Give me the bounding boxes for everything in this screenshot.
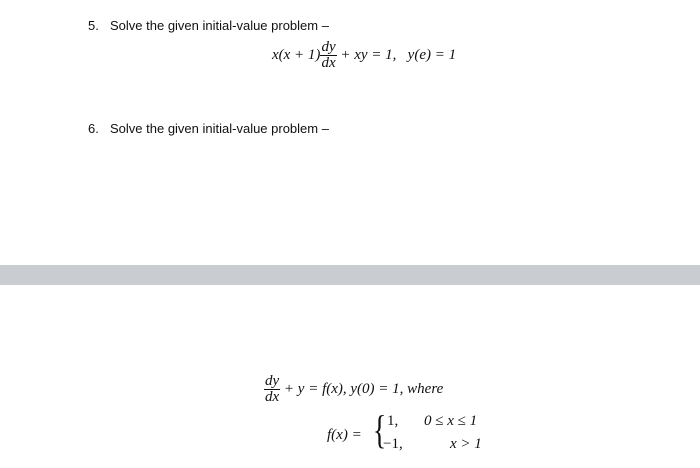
problem-5-eq-post: + xy = 1, y(e) = 1 <box>340 46 457 63</box>
problem-5-frac-den: dx <box>321 55 336 71</box>
problem-5-fraction <box>320 40 336 71</box>
problem-6-eq-post: + y = f(x), y(0) = 1, where <box>283 380 444 397</box>
problem-5-frac-num: dy <box>321 39 336 55</box>
case-2-condition: x > 1 <box>450 436 482 452</box>
piecewise-brace: { <box>372 407 387 452</box>
problem-5-equation <box>272 40 456 71</box>
separator-band <box>0 265 700 285</box>
problem-5-heading <box>88 18 329 33</box>
problem-5-text: Solve the given initial-value problem – <box>110 18 329 33</box>
problem-6-equation <box>264 374 443 405</box>
problem-5-number: 5. <box>88 18 99 33</box>
problem-6-heading <box>88 121 329 136</box>
case-2-value: −1, <box>383 436 403 452</box>
case-1-value: 1, <box>387 413 399 429</box>
problem-6-frac-num: dy <box>265 373 280 389</box>
problem-6-fraction <box>264 374 280 405</box>
problem-6-frac-den: dx <box>265 389 280 405</box>
problem-6-text: Solve the given initial-value problem – <box>110 121 329 136</box>
problem-5-eq-pre: x(x + 1) <box>272 46 321 63</box>
problem-6-number: 6. <box>88 121 99 136</box>
case-1-condition: 0 ≤ x ≤ 1 <box>424 413 478 429</box>
problem-6-fx-label: f(x) = <box>327 427 362 443</box>
